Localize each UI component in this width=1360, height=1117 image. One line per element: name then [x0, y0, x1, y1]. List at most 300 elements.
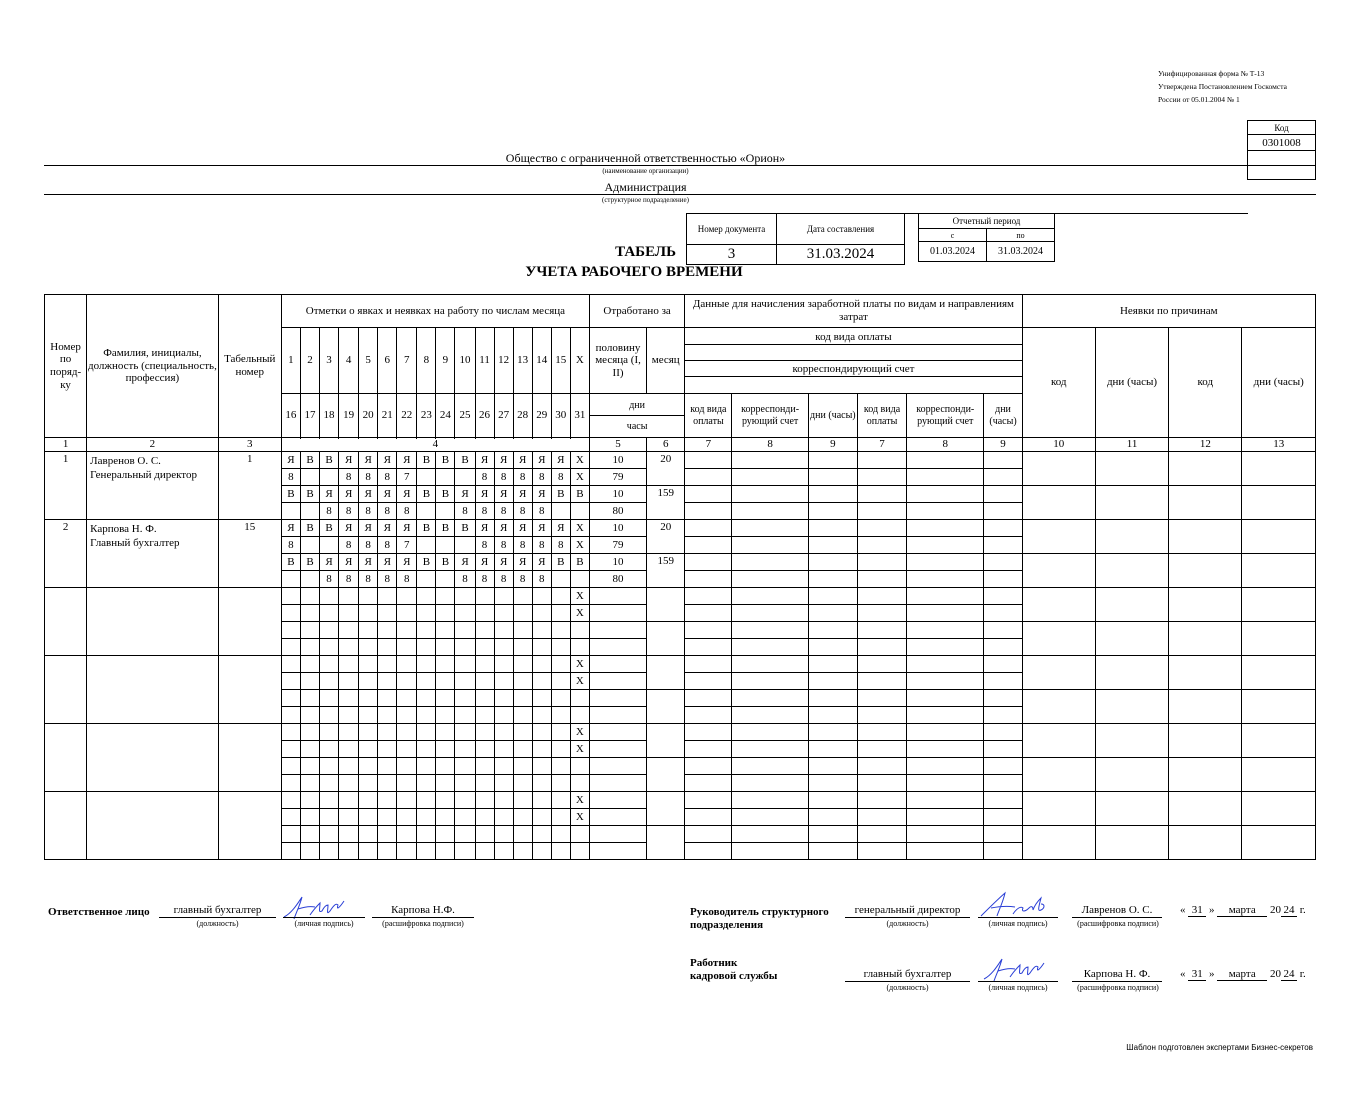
- day-mark-x: X: [570, 741, 589, 758]
- day-mark-x: X: [570, 605, 589, 622]
- half-month-value: 10: [589, 520, 646, 537]
- title-line1: ТАБЕЛЬ: [615, 244, 676, 260]
- day-mark: Я: [494, 452, 513, 469]
- header-code-pay-type-1: код вида оплаты: [685, 394, 732, 438]
- day-mark: 8: [551, 469, 570, 486]
- table-row: [45, 724, 1316, 741]
- hr-date-day: 31: [1188, 968, 1206, 981]
- day-mark: В: [417, 486, 436, 503]
- day-mark: Я: [378, 520, 397, 537]
- day-mark: [320, 469, 339, 486]
- day-mark: 7: [397, 469, 417, 486]
- header-day-4: 4: [339, 328, 359, 394]
- header-day-29: 29: [532, 394, 551, 438]
- day-mark: В: [300, 520, 319, 537]
- header-day-22: 22: [397, 394, 417, 438]
- head-position: генеральный директор: [845, 903, 970, 918]
- responsible-position: главный бухгалтер: [159, 903, 276, 918]
- day-mark: 8: [513, 571, 532, 588]
- day-mark: 8: [378, 503, 397, 520]
- header-day-7: 7: [397, 328, 417, 394]
- head-position-caption: (должность): [886, 919, 929, 928]
- day-mark: 8: [494, 571, 513, 588]
- day-mark: X: [570, 537, 589, 554]
- doc-number-label: Номер документа: [687, 214, 777, 245]
- day-mark-x: X: [570, 809, 589, 826]
- day-mark: [570, 571, 589, 588]
- day-mark: [300, 537, 319, 554]
- day-mark: 8: [339, 469, 359, 486]
- header-day-25: 25: [455, 394, 475, 438]
- day-mark: Я: [455, 486, 475, 503]
- month-value: 20: [647, 452, 685, 486]
- day-mark: [417, 571, 436, 588]
- day-mark-x: X: [570, 656, 589, 673]
- day-mark: [417, 503, 436, 520]
- day-mark: 7: [397, 537, 417, 554]
- organization-caption: (наименование организации): [602, 167, 689, 175]
- day-mark: 8: [532, 469, 551, 486]
- doc-date-label: Дата составления: [777, 214, 905, 245]
- day-mark: В: [436, 486, 455, 503]
- day-mark: [436, 469, 455, 486]
- day-mark: Я: [494, 554, 513, 571]
- header-day-17: 17: [300, 394, 319, 438]
- hr-name: Карпова Н. Ф.: [1072, 967, 1162, 982]
- day-mark: Я: [359, 554, 378, 571]
- half-month-value: 10: [589, 554, 646, 571]
- day-mark: 8: [339, 503, 359, 520]
- header-abs-days-1: дни (часы): [1095, 328, 1168, 438]
- responsible-signature-caption: (личная подпись): [294, 919, 354, 928]
- hr-date-year: 24: [1281, 968, 1297, 981]
- day-mark: Я: [339, 554, 359, 571]
- day-mark: В: [551, 486, 570, 503]
- col-number-9: 9: [984, 438, 1022, 452]
- table-row: [45, 452, 1316, 469]
- header-day-5: 5: [359, 328, 378, 394]
- day-mark: В: [455, 520, 475, 537]
- header-pay-code-block: [685, 328, 1022, 394]
- day-mark: В: [300, 554, 319, 571]
- day-mark: Я: [339, 486, 359, 503]
- head-name-caption: (расшифровка подписи): [1077, 919, 1159, 928]
- day-mark: 8: [339, 571, 359, 588]
- header-abs-days-2: дни (часы): [1242, 328, 1316, 438]
- col-number-9: 9: [808, 438, 857, 452]
- day-mark: 8: [475, 503, 494, 520]
- day-mark: Я: [378, 452, 397, 469]
- day-mark: Я: [532, 554, 551, 571]
- header-abs-code-1: код: [1022, 328, 1095, 438]
- header-attendance-marks: Отметки о явках и неявках на работу по числам месяца: [281, 295, 589, 328]
- employee-name: Карпова Н. Ф.: [90, 523, 157, 535]
- day-mark: Я: [513, 554, 532, 571]
- header-corr-acc-2: корреспонди-рующий счет: [907, 394, 984, 438]
- day-mark: [436, 537, 455, 554]
- header-absences: Неявки по причинам: [1022, 295, 1315, 328]
- header-day-27: 27: [494, 394, 513, 438]
- day-mark: [436, 503, 455, 520]
- day-mark: Я: [339, 520, 359, 537]
- day-mark: Я: [397, 452, 417, 469]
- employee-position: Генеральный директор: [90, 469, 197, 482]
- employee-name-cell: [87, 452, 219, 520]
- day-mark: Я: [513, 452, 532, 469]
- header-day-6: 6: [378, 328, 397, 394]
- day-mark: [300, 571, 319, 588]
- hr-label: [690, 957, 777, 983]
- half-month-value: 80: [589, 571, 646, 588]
- day-mark: Я: [339, 452, 359, 469]
- header-day-16: 16: [281, 394, 300, 438]
- header-row-number: Номер по поряд-ку: [45, 295, 87, 438]
- header-day-30: 30: [551, 394, 570, 438]
- day-mark: В: [320, 520, 339, 537]
- day-mark: В: [281, 486, 300, 503]
- day-mark: [300, 503, 319, 520]
- table-row: [45, 588, 1316, 605]
- day-mark: [281, 571, 300, 588]
- day-mark: В: [281, 554, 300, 571]
- hr-position: главный бухгалтер: [845, 967, 970, 982]
- day-mark: В: [300, 486, 319, 503]
- day-mark: Я: [378, 486, 397, 503]
- day-mark: В: [417, 452, 436, 469]
- header-day-8: 8: [417, 328, 436, 394]
- day-mark: [417, 537, 436, 554]
- table-row: [45, 792, 1316, 809]
- day-mark: В: [455, 452, 475, 469]
- date-day: 31: [1188, 904, 1206, 917]
- day-mark: Я: [551, 520, 570, 537]
- col-number-7: 7: [857, 438, 906, 452]
- day-mark: Я: [397, 486, 417, 503]
- day-mark: Я: [320, 554, 339, 571]
- day-mark: 8: [339, 537, 359, 554]
- day-mark: Я: [378, 554, 397, 571]
- day-mark: В: [570, 486, 589, 503]
- col-number-2: 2: [87, 438, 219, 452]
- hr-label-2: кадровой службы: [690, 970, 778, 982]
- half-month-value: 79: [589, 469, 646, 486]
- col-number-3: 3: [218, 438, 281, 452]
- timesheet-table: [44, 294, 1316, 860]
- col-number-5: 5: [589, 438, 646, 452]
- day-mark: 8: [359, 469, 378, 486]
- day-mark: Я: [455, 554, 475, 571]
- day-mark: 8: [281, 537, 300, 554]
- day-mark: В: [570, 554, 589, 571]
- header-day-31: 31: [570, 394, 589, 438]
- header-code-pay-type-2: код вида оплаты: [857, 394, 906, 438]
- form-header-line3: России от 05.01.2004 № 1: [1158, 95, 1240, 104]
- day-mark: X: [570, 520, 589, 537]
- day-mark: Я: [494, 520, 513, 537]
- date-year: 24: [1281, 904, 1297, 917]
- hr-position-caption: (должность): [886, 983, 929, 992]
- day-mark: 8: [475, 469, 494, 486]
- day-mark: 8: [494, 537, 513, 554]
- period-label: Отчетный период: [919, 214, 1055, 229]
- hr-date-year-prefix: 20: [1270, 968, 1281, 980]
- header-pay-code: код вида оплаты: [685, 329, 1021, 345]
- header-day-20: 20: [359, 394, 378, 438]
- day-mark: 8: [281, 469, 300, 486]
- col-number-13: 13: [1242, 438, 1316, 452]
- day-mark: 8: [359, 571, 378, 588]
- row-number: 2: [45, 520, 87, 588]
- day-mark: Я: [475, 520, 494, 537]
- tab-number: 15: [218, 520, 281, 588]
- day-mark: Я: [513, 486, 532, 503]
- day-mark: Я: [532, 520, 551, 537]
- period-to: 31.03.2024: [987, 242, 1055, 262]
- day-mark: Я: [359, 452, 378, 469]
- header-day-21: 21: [378, 394, 397, 438]
- header-day-9: 9: [436, 328, 455, 394]
- form-header: [1158, 67, 1287, 106]
- col-number-8: 8: [907, 438, 984, 452]
- header-corr-acc-1: корреспонди-рующий счет: [732, 394, 808, 438]
- header-worked: Отработано за: [589, 295, 684, 328]
- day-mark: Я: [397, 554, 417, 571]
- header-hours: часы: [626, 420, 648, 432]
- head-label-1: Руководитель структурного: [690, 906, 829, 918]
- day-mark: 8: [397, 571, 417, 588]
- day-mark: [300, 469, 319, 486]
- col-number-7: 7: [685, 438, 732, 452]
- day-mark: [551, 503, 570, 520]
- header-day-10: 10: [455, 328, 475, 394]
- col-number-1: 1: [45, 438, 87, 452]
- half-month-value: 10: [589, 486, 646, 503]
- day-mark-x: X: [570, 724, 589, 741]
- date-quote-open: «: [1180, 904, 1186, 916]
- col-number-12: 12: [1169, 438, 1242, 452]
- header-day-23: 23: [417, 394, 436, 438]
- tab-number: 1: [218, 452, 281, 520]
- col-number-10: 10: [1022, 438, 1095, 452]
- period-to-label: по: [987, 229, 1055, 242]
- day-mark: 8: [359, 503, 378, 520]
- template-note: Шаблон подготовлен экспертами Бизнес-секретов: [1126, 1043, 1313, 1052]
- day-mark: Я: [532, 452, 551, 469]
- day-mark: 8: [475, 537, 494, 554]
- month-value: 159: [647, 486, 685, 520]
- header-days: дни: [590, 395, 684, 416]
- table-row: [45, 520, 1316, 537]
- date-year-prefix: 20: [1270, 904, 1281, 916]
- month-value: 20: [647, 520, 685, 554]
- day-mark: [417, 469, 436, 486]
- day-mark: В: [436, 452, 455, 469]
- day-mark: [455, 537, 475, 554]
- header-pay-data: Данные для начисления заработной платы по видам и направлениям затрат: [685, 295, 1022, 328]
- day-mark: X: [570, 452, 589, 469]
- header-day-24: 24: [436, 394, 455, 438]
- header-day-11: 11: [475, 328, 494, 394]
- header-day-2: 2: [300, 328, 319, 394]
- half-month-value: 80: [589, 503, 646, 520]
- header-month: месяц: [647, 328, 685, 394]
- day-mark: [551, 571, 570, 588]
- day-mark: 8: [378, 469, 397, 486]
- responsible-position-caption: (должность): [196, 919, 239, 928]
- day-mark: 8: [532, 571, 551, 588]
- half-month-value: 79: [589, 537, 646, 554]
- period-table: [918, 213, 1055, 262]
- header-day-x: X: [570, 328, 589, 394]
- responsible-label: Ответственное лицо: [48, 906, 150, 918]
- hr-date-year-suffix: г.: [1299, 968, 1306, 980]
- date-year-suffix: г.: [1299, 904, 1306, 916]
- employee-name-cell: [87, 520, 219, 588]
- day-mark: В: [417, 554, 436, 571]
- day-mark: В: [320, 452, 339, 469]
- code-box: [1247, 120, 1316, 180]
- header-day-15: 15: [551, 328, 570, 394]
- month-value: 159: [647, 554, 685, 588]
- day-mark: Я: [281, 520, 300, 537]
- day-mark: 8: [513, 503, 532, 520]
- head-label-2: подразделения: [690, 919, 764, 931]
- day-mark: [455, 469, 475, 486]
- header-day-28: 28: [513, 394, 532, 438]
- header-days-hours-1: дни (часы): [808, 394, 857, 438]
- day-mark: Я: [494, 486, 513, 503]
- form-header-line1: Унифицированная форма № Т-13: [1158, 69, 1265, 78]
- day-mark: Я: [320, 486, 339, 503]
- day-mark: 8: [378, 571, 397, 588]
- day-mark: 8: [359, 537, 378, 554]
- hr-date-quote-open: «: [1180, 968, 1186, 980]
- day-mark: В: [436, 554, 455, 571]
- header-days-hours: [589, 394, 684, 438]
- day-mark: В: [551, 554, 570, 571]
- day-mark: Я: [475, 452, 494, 469]
- responsible-name: Карпова Н.Ф.: [372, 903, 474, 918]
- department-caption: (структурное подразделение): [601, 196, 689, 204]
- head-date: [1180, 904, 1306, 917]
- organization-name: Общество с ограниченной ответственностью «Орион»: [505, 151, 786, 165]
- hr-label-1: Работник: [690, 957, 738, 969]
- header-day-13: 13: [513, 328, 532, 394]
- hr-date-month: марта: [1217, 968, 1267, 981]
- responsible-name-caption: (расшифровка подписи): [382, 919, 464, 928]
- day-mark: 8: [494, 503, 513, 520]
- head-name: Лавренов О. С.: [1072, 903, 1162, 918]
- code-label: Код: [1248, 121, 1316, 135]
- day-mark: X: [570, 469, 589, 486]
- col-number-8: 8: [732, 438, 808, 452]
- day-mark: 8: [494, 469, 513, 486]
- day-mark: Я: [359, 520, 378, 537]
- date-month: марта: [1217, 904, 1267, 917]
- title-line2: УЧЕТА РАБОЧЕГО ВРЕМЕНИ: [525, 264, 743, 280]
- day-mark: [320, 537, 339, 554]
- day-mark: [570, 503, 589, 520]
- form-header-line2: Утверждена Постановлением Госкомста: [1158, 82, 1287, 91]
- header-day-18: 18: [320, 394, 339, 438]
- table-row: [45, 656, 1316, 673]
- day-mark: Я: [475, 486, 494, 503]
- hr-name-caption: (расшифровка подписи): [1077, 983, 1159, 992]
- header-abs-code-2: код: [1169, 328, 1242, 438]
- day-mark: [436, 571, 455, 588]
- department-name: Администрация: [604, 180, 687, 194]
- header-name: Фамилия, инициалы, должность (специальность, профессия): [87, 295, 219, 438]
- day-mark: 8: [320, 571, 339, 588]
- day-mark: 8: [475, 571, 494, 588]
- col-number-4: 4: [281, 438, 589, 452]
- day-mark: [281, 503, 300, 520]
- code-value: 0301008: [1248, 135, 1316, 151]
- doc-number: 3: [687, 245, 777, 265]
- day-mark: 8: [455, 571, 475, 588]
- day-mark: 8: [378, 537, 397, 554]
- day-mark: Я: [475, 554, 494, 571]
- day-mark: Я: [397, 520, 417, 537]
- day-mark: 8: [513, 537, 532, 554]
- header-half-month: половину месяца (I, II): [589, 328, 646, 394]
- head-label: [690, 906, 829, 932]
- col-number-6: 6: [647, 438, 685, 452]
- day-mark-x: X: [570, 673, 589, 690]
- header-day-1: 1: [281, 328, 300, 394]
- header-day-3: 3: [320, 328, 339, 394]
- header-day-19: 19: [339, 394, 359, 438]
- employee-position: Главный бухгалтер: [90, 537, 180, 550]
- doc-date: 31.03.2024: [777, 245, 905, 265]
- period-from-label: с: [919, 229, 987, 242]
- day-mark-x: X: [570, 792, 589, 809]
- header-days-hours-2: дни (часы): [984, 394, 1022, 438]
- day-mark: В: [417, 520, 436, 537]
- half-month-value: 10: [589, 452, 646, 469]
- day-mark: 8: [455, 503, 475, 520]
- header-day-26: 26: [475, 394, 494, 438]
- hr-signature-caption: (личная подпись): [988, 983, 1048, 992]
- day-mark: 8: [532, 537, 551, 554]
- day-mark: 8: [551, 537, 570, 554]
- day-mark: 8: [320, 503, 339, 520]
- hr-date-quote-close: »: [1209, 968, 1215, 980]
- header-corr-account: корреспондирующий счет: [685, 361, 1021, 377]
- head-signature-caption: (личная подпись): [988, 919, 1048, 928]
- header-day-12: 12: [494, 328, 513, 394]
- day-mark: Я: [359, 486, 378, 503]
- day-mark: В: [436, 520, 455, 537]
- day-mark: В: [300, 452, 319, 469]
- header-tab-number: Табельный номер: [218, 295, 281, 438]
- hr-date: [1180, 968, 1306, 981]
- day-mark: Я: [513, 520, 532, 537]
- row-number: 1: [45, 452, 87, 520]
- day-mark: 8: [532, 503, 551, 520]
- day-mark: Я: [281, 452, 300, 469]
- col-number-11: 11: [1095, 438, 1168, 452]
- doc-meta-table: [686, 213, 905, 265]
- header-day-14: 14: [532, 328, 551, 394]
- day-mark-x: X: [570, 588, 589, 605]
- day-mark: 8: [397, 503, 417, 520]
- date-quote-close: »: [1209, 904, 1215, 916]
- day-mark: Я: [532, 486, 551, 503]
- employee-name: Лавренов О. С.: [90, 455, 161, 467]
- day-mark: 8: [513, 469, 532, 486]
- period-from: 01.03.2024: [919, 242, 987, 262]
